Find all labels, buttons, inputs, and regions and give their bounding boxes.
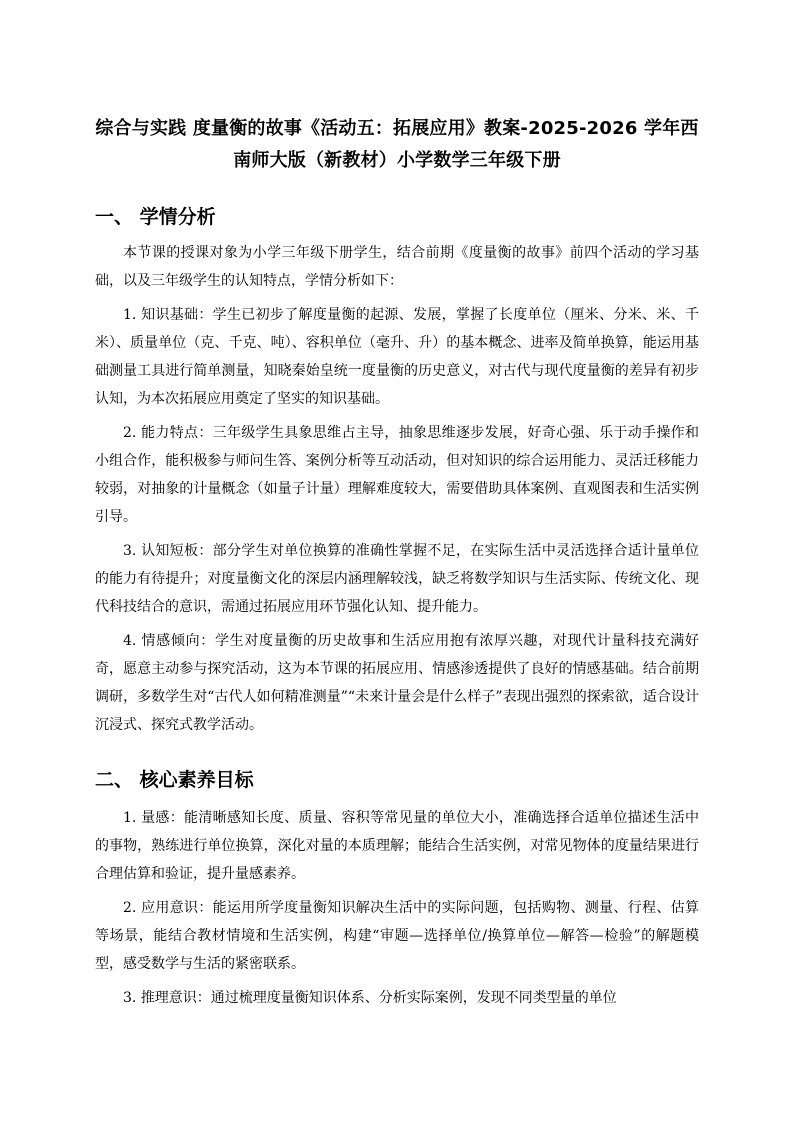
paragraph-cognitive-gaps: 3. 认知短板：部分学生对单位换算的准确性掌握不足，在实际生活中灵活选择合适计量单位的能力有待提升；对度量衡文化的深层内涵理解较浅，缺乏将数学知识与生活实际、传统文化、现代科技结合的意识，需通过拓展应用环节强化认知、提升能力。 <box>95 543 699 615</box>
paragraph-emotional-tendency: 4. 情感倾向：学生对度量衡的历史故事和生活应用抱有浓厚兴趣，对现代计量科技充满好奇，愿意主动参与探究活动，这为本节课的拓展应用、情感渗透提供了良好的情感基础。结合前期调研，多数学生对“古代人如何精准测量”“未来计量会是什么样子”表现出强烈的探索欲，适合设计沉浸式、探究式教学活动。 <box>95 633 699 733</box>
section-body <box>95 239 699 739</box>
paragraph-application-awareness: 2. 应用意识：能运用所学度量衡知识解决生活中的实际问题，包括购物、测量、行程、估算等场景，能结合教材情境和生活实例，构建“审题—选择单位/换算单位—解答—检验”的解题模型，感受数学与生活的紧密联系。 <box>95 900 699 972</box>
paragraph-reasoning-awareness: 3. 推理意识：通过梳理度量衡知识体系、分析实际案例，发现不同类型量的单位 <box>123 990 617 1006</box>
section-learning-analysis <box>95 202 699 739</box>
paragraph-ability-traits: 2. 能力特点：三年级学生具象思维占主导，抽象思维逐步发展，好奇心强、乐于动手操作和小组合作，能积极参与师问生答、案例分析等互动活动，但对知识的综合运用能力、灵活迁移能力较弱，对抽象的计量概念（如量子计量）理解难度较大，需要借助具体案例、直观图表和生活实例引导。 <box>95 425 699 525</box>
paragraph-intro: 本节课的授课对象为小学三年级下册学生，结合前期《度量衡的故事》前四个活动的学习基础，以及三年级学生的认知特点，学情分析如下： <box>95 245 699 289</box>
section-heading-learning-analysis: 一、 学情分析 <box>95 206 216 228</box>
paragraph-knowledge-basis: 1. 知识基础：学生已初步了解度量衡的起源、发展，掌握了长度单位（厘米、分米、米、千米）、质量单位（克、千克、吨）、容积单位（毫升、升）的基本概念、进率及简单换算，能运用基础测量工具进行简单测量，知晓秦始皇统一度量衡的历史意义，对古代与现代度量衡的差异有初步认知，为本次拓展应用奠定了坚实的知识基础。 <box>95 307 699 407</box>
document-title: 综合与实践 度量衡的故事《活动五：拓展应用》教案-2025-2026 学年西南师大版（新教材）小学数学三年级下册 <box>95 118 699 171</box>
paragraph-quantity-sense: 1. 量感：能清晰感知长度、质量、容积等常见量的单位大小，准确选择合适单位描述生活中的事物，熟练进行单位换算，深化对量的本质理解；能结合生活实例，对常见物体的度量结果进行合理估算和验证，提升量感素养。 <box>95 810 699 882</box>
section-body <box>95 804 699 1012</box>
section-heading-core-competency: 二、 核心素养目标 <box>95 769 254 791</box>
section-core-competency-goals <box>95 765 699 1012</box>
